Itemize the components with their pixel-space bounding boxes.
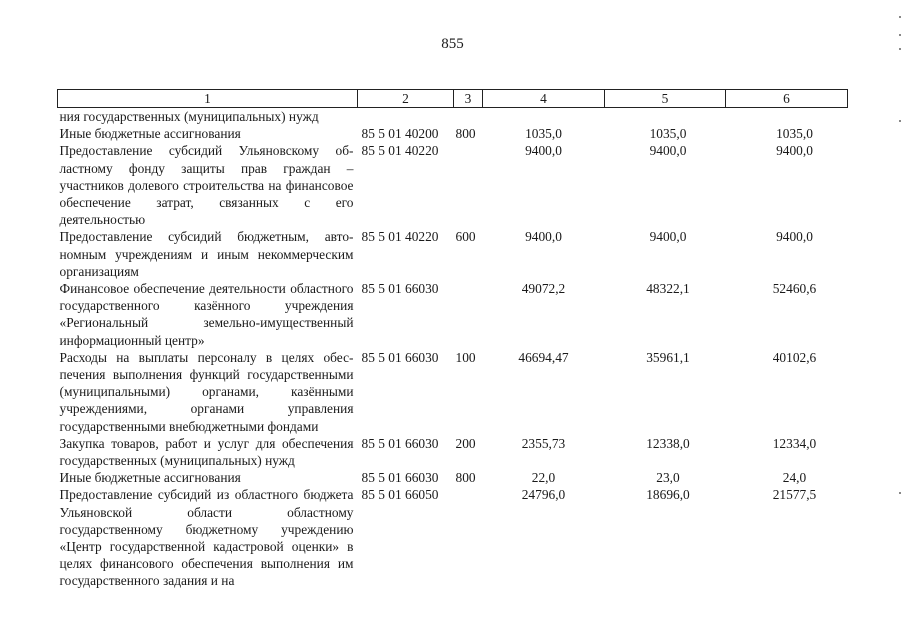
row-value-col6: 24,0 (782, 470, 807, 486)
scan-edge-marks (895, 0, 905, 640)
row-name: ния государственных (муниципальных) нужд (59, 109, 319, 124)
row-value-col4: 46694,47 (518, 349, 569, 365)
header-col-6: 6 (726, 90, 848, 108)
row-type (454, 280, 483, 349)
row-value-col6: 9400,0 (776, 229, 813, 245)
row-value-col6: 12334,0 (772, 435, 817, 451)
table-header (58, 90, 848, 108)
row-value-col6: 52460,6 (772, 281, 817, 297)
row-code: 85 5 01 40220 (361, 229, 439, 245)
scan-speck (899, 48, 901, 50)
table-row (58, 280, 848, 349)
row-value-col5 (605, 108, 726, 126)
row-value-col4: 2355,73 (521, 435, 566, 451)
header-col-2: 2 (358, 90, 454, 108)
scan-speck (899, 16, 901, 18)
row-type (454, 486, 483, 589)
row-value-col5: 9400,0 (649, 143, 687, 159)
row-name: Предоставление субсидий бюджетным, автономным учреждениям и иным некоммерческим организациям (59, 229, 354, 279)
table-body (58, 108, 848, 590)
row-type (454, 108, 483, 126)
row-type (454, 142, 483, 228)
row-code: 85 5 01 40200 (361, 126, 439, 142)
row-value-col4 (483, 108, 605, 126)
row-value-col6: 1035,0 (776, 126, 813, 142)
scan-speck (899, 34, 901, 36)
row-value-col4: 9400,0 (525, 229, 562, 245)
row-value-col5: 23,0 (656, 470, 680, 486)
row-value-col4: 1035,0 (525, 126, 562, 142)
table-row (58, 486, 848, 589)
row-name: Предоставление субсидий из областного бюджета Ульяновской области областному государственному бюджетному учреждению «Центр государственной кадастровой оценки» в целях финансового обеспечения выполнения им государственного задания и на (59, 487, 354, 589)
header-col-4: 4 (483, 90, 605, 108)
header-col-3: 3 (454, 90, 483, 108)
row-code: 85 5 01 40220 (361, 143, 439, 159)
row-type: 800 (455, 126, 476, 142)
header-col-1: 1 (58, 90, 358, 108)
row-name: Предоставление субсидий Ульяновскому областному фонду защиты прав граждан – участников долевого строительства на финансовое обеспечение затрат, связанных с его деятельностью (59, 143, 354, 228)
row-value-col5: 9400,0 (649, 229, 687, 245)
table-row (58, 125, 848, 142)
row-name: Иные бюджетные ассигнования (59, 126, 241, 142)
page-number: 855 (441, 36, 464, 52)
row-code: 85 5 01 66050 (361, 487, 439, 503)
table-row (58, 435, 848, 469)
row-value-col5: 48322,1 (646, 281, 690, 297)
row-type: 800 (455, 470, 476, 486)
row-code (358, 108, 454, 126)
row-value-col4: 22,0 (531, 470, 556, 486)
row-code: 85 5 01 66030 (361, 281, 439, 297)
row-type: 600 (455, 229, 476, 245)
row-type: 200 (455, 435, 476, 451)
row-value-col6: 9400,0 (776, 143, 813, 159)
row-value-col4: 9400,0 (525, 143, 562, 159)
header-col-5: 5 (605, 90, 726, 108)
row-name: Расходы на выплаты персоналу в целях обеспечения выполнения функций государственными (муниципальными) органами, казёнными учреждениями, органами управления государственными внебюджетными фондами (59, 349, 354, 434)
row-value-col5: 1035,0 (649, 126, 687, 142)
budget-table-container (57, 89, 847, 590)
row-type: 100 (455, 349, 476, 365)
budget-table (57, 89, 848, 590)
row-name: Финансовое обеспечение деятельности областного государственного казённого учреждения «Региональный земельно-имущественный информационный центр» (59, 281, 354, 348)
scan-speck (899, 120, 901, 122)
row-value-col6: 40102,6 (772, 349, 817, 365)
table-row (58, 469, 848, 486)
row-value-col5: 35961,1 (646, 349, 690, 365)
row-value-col4: 49072,2 (521, 281, 566, 297)
row-code: 85 5 01 66030 (361, 435, 439, 451)
table-row (58, 228, 848, 280)
table-row (58, 108, 848, 126)
row-value-col6: 21577,5 (772, 487, 817, 503)
row-value-col6 (726, 108, 848, 126)
row-code: 85 5 01 66030 (361, 349, 439, 365)
header-row (58, 90, 848, 108)
row-value-col4: 24796,0 (521, 487, 566, 503)
row-name: Иные бюджетные ассигнования (59, 470, 241, 486)
table-row (58, 349, 848, 435)
row-value-col5: 12338,0 (646, 435, 690, 451)
table-row (58, 142, 848, 228)
row-code: 85 5 01 66030 (361, 470, 439, 486)
row-value-col5: 18696,0 (646, 487, 690, 503)
scan-speck (899, 492, 901, 494)
row-name: Закупка товаров, работ и услуг для обеспечения государственных (муниципальных) нужд (59, 435, 354, 469)
